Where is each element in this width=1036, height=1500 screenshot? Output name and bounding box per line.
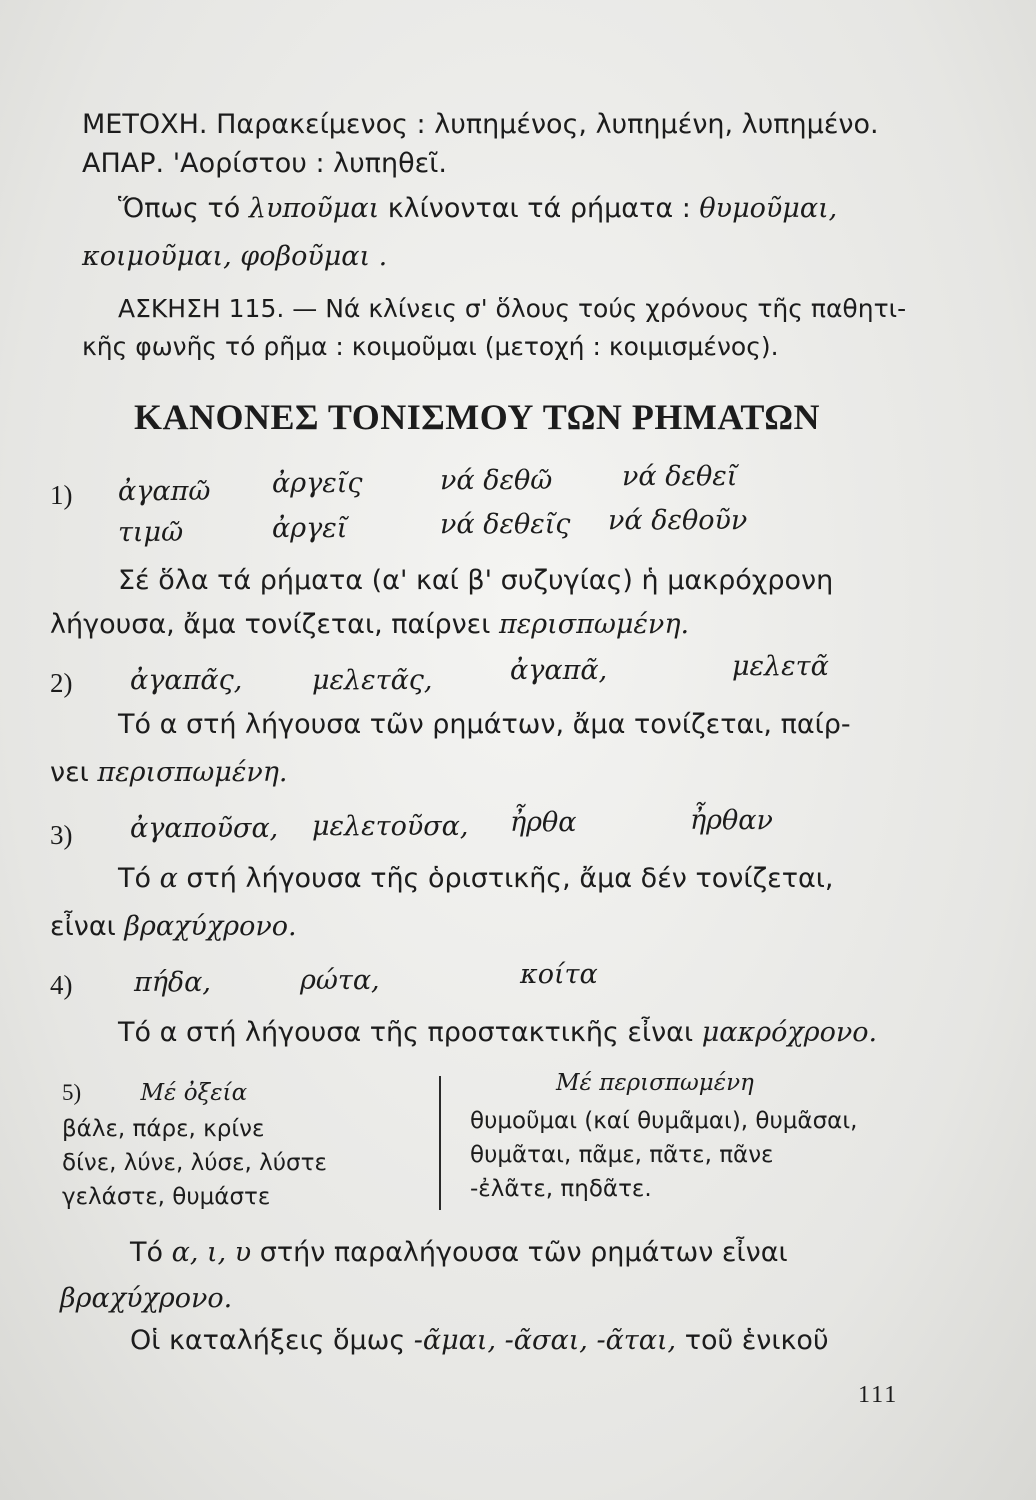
participle-line: ΜΕΤΟΧΗ. Παρακείμενος : λυπημένος, λυπημένη, λυπημένο. — [82, 109, 879, 140]
closing-text-endings: Οἱ καταλήξεις ὅμως -ᾶμαι, -ᾶσαι, -ᾶται, τοῦ ἑνικοῦ — [130, 1325, 829, 1356]
rule-2-text-cont: νει περισπωμένη. — [50, 757, 288, 788]
rule-5-left-title: Μέ ὀξεία — [140, 1080, 248, 1106]
rule-1-word: ἀργεῖ — [272, 513, 348, 544]
rule-5-left-line: βάλε, πάρε, κρίνε — [62, 1116, 265, 1142]
rule-1-word: ἀγαπῶ — [118, 476, 211, 507]
rule-3-number: 3) — [50, 820, 73, 850]
rule-1-word: νά δεθεῖ — [622, 461, 738, 492]
rule-2-word: ἀγαπᾶς, — [130, 665, 243, 696]
closing-text-cont: βραχύχρονο. — [60, 1283, 233, 1314]
rule-3-text: Τό α στή λήγουσα τῆς ὁριστικῆς, ἄμα δέν τονίζεται, — [118, 863, 834, 894]
rule-2-number: 2) — [50, 668, 73, 698]
rule-1-text-cont: λήγουσα, ἄμα τονίζεται, παίρνει περισπωμένη. — [50, 609, 690, 640]
rule-2-word: μελετᾶς, — [312, 665, 433, 696]
rule-1-text: Σέ ὅλα τά ρήματα (α' καί β' συζυγίας) ἡ μακρόχρονη — [118, 565, 834, 596]
rule-5-right-column — [470, 1066, 857, 1206]
exercise-115: ΑΣΚΗΣΗ 115. — Νά κλίνεις σ' ὅλους τούς χρόνους τῆς παθητι- — [118, 294, 907, 323]
exercise-115-cont: κῆς φωνῆς τό ρῆμα : κοιμοῦμαι (μετοχή : κοιμισμένος). — [82, 332, 779, 361]
rule-5-left-header — [62, 1076, 327, 1110]
rule-1-number: 1) — [50, 480, 73, 510]
section-heading: ΚΑΝΟΝΕΣ ΤΟΝΙΣΜΟΥ ΤΩΝ ΡΗΜΑΤΩΝ — [134, 397, 821, 437]
rule-3-word: ἦρθαν — [690, 805, 773, 836]
closing-text: Τό α, ι, υ στήν παραλήγουσα τῶν ρημάτων εἶναι — [130, 1237, 788, 1268]
rule-5-number: 5) — [62, 1080, 82, 1105]
infinitive-line: ΑΠΑΡ. 'Αορίστου : λυπηθεῖ. — [82, 148, 447, 179]
rule-2-word: ἀγαπᾶ, — [510, 655, 608, 686]
rule-1-word: νά δεθοῦν — [608, 505, 748, 536]
rule-5-left-line: γελάστε, θυμάστε — [62, 1184, 271, 1210]
rule-5-right-title: Μέ περισπωμένη — [556, 1070, 754, 1096]
rule-2-word: μελετᾶ — [732, 651, 829, 682]
rule-1-word: τιμῶ — [118, 517, 184, 548]
rule-3-text-cont: εἶναι βραχύχρονο. — [50, 911, 297, 942]
conjugation-note-cont: κοιμοῦμαι, φοβοῦμαι . — [82, 241, 388, 272]
rule-5-right-line: θυμοῦμαι (καί θυμᾶμαι), θυμᾶσαι, — [470, 1108, 858, 1134]
rule-1-word: νά δεθεῖς — [440, 509, 571, 540]
rule-5-left-line: δίνε, λύνε, λύσε, λύστε — [62, 1150, 327, 1176]
rule-3-word: μελετοῦσα, — [312, 811, 469, 842]
rule-2-text: Τό α στή λήγουσα τῶν ρημάτων, ἄμα τονίζεται, παίρ- — [118, 709, 851, 740]
rule-4-word: ρώτα, — [300, 965, 380, 996]
rule-4-word: κοίτα — [520, 959, 598, 990]
rule-5-left-column — [62, 1076, 327, 1214]
rule-1-word: ἀργεῖς — [272, 468, 363, 499]
rule-4-word: πήδα, — [134, 967, 211, 998]
page-number: 111 — [858, 1382, 899, 1408]
rule-5-right-line: -ἐλᾶτε, πηδᾶτε. — [470, 1176, 652, 1202]
column-divider — [439, 1076, 441, 1210]
rule-3-word: ἦρθα — [510, 807, 577, 838]
rule-1-word: νά δεθῶ — [440, 465, 553, 496]
rule-5-right-line: θυμᾶται, πᾶμε, πᾶτε, πᾶνε — [470, 1142, 774, 1168]
rule-3-word: ἀγαποῦσα, — [130, 813, 279, 844]
conjugation-note: Ὅπως τό λυποῦμαι κλίνονται τά ρήματα : θυμοῦμαι, — [118, 193, 838, 224]
rule-4-number: 4) — [50, 970, 73, 1000]
rule-4-text: Τό α στή λήγουσα τῆς προστακτικῆς εἶναι μακρόχρονο. — [118, 1017, 878, 1048]
